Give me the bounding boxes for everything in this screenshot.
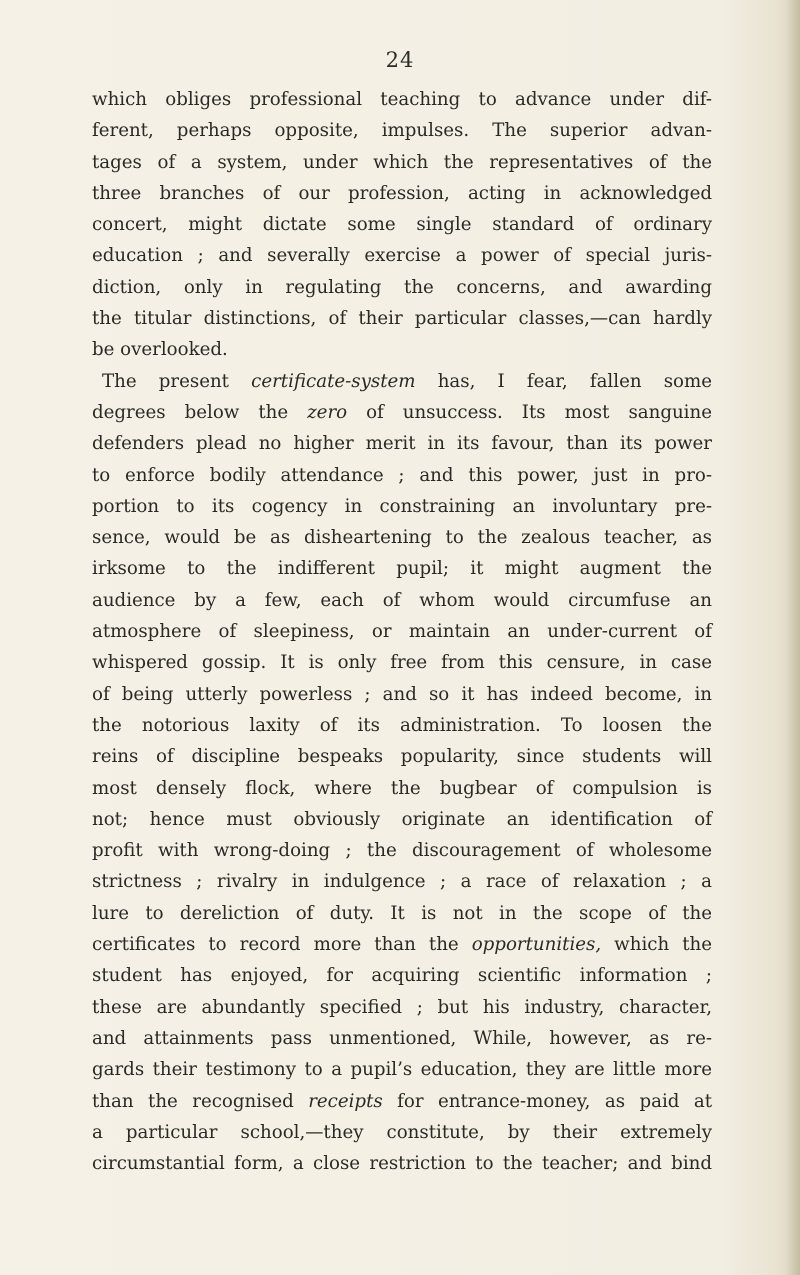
text-line xyxy=(92,272,712,303)
text-line xyxy=(92,303,712,334)
text-run: tages of a system, under which the representatives of the xyxy=(92,151,712,173)
text-line xyxy=(92,585,712,616)
text-line xyxy=(92,1148,712,1179)
text-line xyxy=(92,710,712,741)
text-run: most densely flock, where the bugbear of compulsion is xyxy=(92,777,712,799)
text-run: a particular school,—they constitute, by their extremely xyxy=(92,1121,712,1143)
text-run: which obliges professional teaching to advance under dif- xyxy=(92,89,712,110)
text-run: circumstantial form, a close restriction to the teacher; and bind xyxy=(92,1153,712,1175)
text-line xyxy=(92,491,712,522)
text-run: lure to dereliction of duty. It is not in the scope of the xyxy=(92,902,712,924)
italic-text: receipts xyxy=(308,1090,383,1112)
page-edge-shadow xyxy=(786,0,800,1275)
text-line xyxy=(92,334,712,365)
text-line xyxy=(92,1086,712,1117)
body-text xyxy=(92,84,712,1179)
text-line xyxy=(92,960,712,991)
text-line xyxy=(92,428,712,459)
text-line xyxy=(92,1117,712,1148)
text-line xyxy=(92,366,712,397)
text-run: portion to its cogency in constraining an involuntary pre- xyxy=(92,495,712,517)
text-line xyxy=(92,898,712,929)
text-run: whispered gossip. It is only free from this censure, in case xyxy=(92,652,712,674)
text-line xyxy=(92,460,712,491)
text-run: which the xyxy=(601,934,712,956)
text-run: than the recognised xyxy=(92,1090,309,1112)
text-run: defenders plead no higher merit in its favour, than its power xyxy=(92,433,712,455)
text-run: reins of discipline bespeaks popularity, since students will xyxy=(92,746,712,768)
text-run: three branches of our profession, acting in acknowledged xyxy=(92,182,712,204)
text-run: ferent, perhaps opposite, impulses. The superior advan- xyxy=(92,120,712,142)
text-run: student has enjoyed, for acquiring scientific information ; xyxy=(92,965,712,987)
text-line xyxy=(92,115,712,146)
text-run: and attainments pass unmentioned, While, however, as re- xyxy=(92,1027,712,1049)
text-run: audience by a few, each of whom would circumfuse an xyxy=(92,589,712,611)
text-run: be overlooked. xyxy=(92,339,228,361)
text-run: concert, might dictate some single standard of ordinary xyxy=(92,214,712,236)
text-line xyxy=(92,616,712,647)
text-run: irksome to the indifferent pupil; it might augment the xyxy=(92,558,712,580)
text-run: of being utterly powerless ; and so it has indeed become, in xyxy=(92,683,712,705)
text-run: not; hence must obviously originate an identification of xyxy=(92,808,712,830)
text-run: The present xyxy=(102,370,252,392)
text-run: profit with wrong-doing ; the discouragement of wholesome xyxy=(92,840,712,862)
text-line xyxy=(92,240,712,271)
text-line xyxy=(92,522,712,553)
text-line xyxy=(92,835,712,866)
text-run: gards their testimony to a pupil’s education, they are little more xyxy=(92,1059,712,1081)
text-run: degrees below the xyxy=(92,401,308,423)
text-run: certificates to record more than the xyxy=(92,934,472,956)
page-number: 24 xyxy=(385,48,415,72)
text-run: strictness ; rivalry in indulgence ; a race of relaxation ; a xyxy=(92,871,712,893)
text-line xyxy=(92,1054,712,1085)
text-line xyxy=(92,866,712,897)
text-line xyxy=(92,397,712,428)
text-line xyxy=(92,84,712,115)
text-line xyxy=(92,679,712,710)
text-line xyxy=(92,178,712,209)
text-run: atmosphere of sleepiness, or maintain an under-current of xyxy=(92,621,712,643)
text-line xyxy=(92,773,712,804)
text-run: education ; and severally exercise a power of special juris- xyxy=(92,245,712,267)
text-line xyxy=(92,647,712,678)
text-line xyxy=(92,553,712,584)
italic-text: zero xyxy=(307,401,348,423)
text-run: to enforce bodily attendance ; and this power, just in pro- xyxy=(92,464,712,486)
text-run: diction, only in regulating the concerns, and awarding xyxy=(92,276,712,298)
text-run: sence, would be as disheartening to the zealous teacher, as xyxy=(92,527,712,549)
italic-text: opportunities, xyxy=(471,934,602,956)
text-run: has, I fear, fallen some xyxy=(415,370,712,392)
text-run: the notorious laxity of its administration. To loosen the xyxy=(92,714,712,736)
text-line xyxy=(92,209,712,240)
text-line xyxy=(92,804,712,835)
text-line xyxy=(92,147,712,178)
text-line xyxy=(92,992,712,1023)
text-run: these are abundantly specified ; but his industry, character, xyxy=(92,996,712,1018)
text-line xyxy=(92,741,712,772)
text-line xyxy=(92,929,712,960)
text-run: the titular distinctions, of their particular classes,—can hardly xyxy=(92,308,712,330)
italic-text: certificate-system xyxy=(251,370,416,392)
text-line xyxy=(92,1023,712,1054)
text-run: of unsuccess. Its most sanguine xyxy=(347,401,712,423)
text-run: for entrance-money, as paid at xyxy=(382,1090,713,1112)
